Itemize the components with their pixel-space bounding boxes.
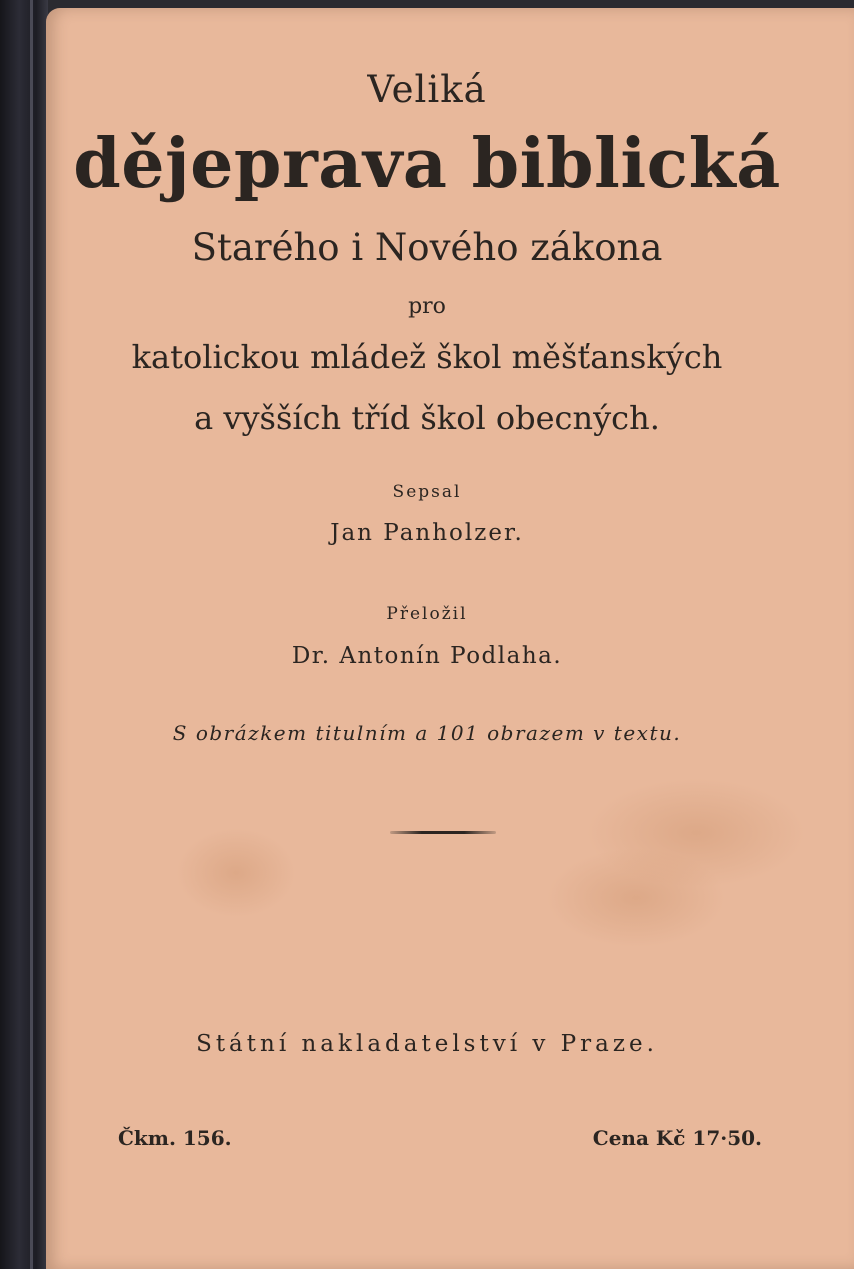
catalog-code: Čkm. 156.	[118, 1126, 232, 1150]
author-label: Sepsal	[392, 482, 462, 502]
price: Cena Kč 17·50.	[592, 1126, 762, 1150]
publisher: Státní nakladatelství v Praze.	[196, 1031, 658, 1057]
title-main: dějeprava biblická	[73, 124, 781, 204]
translator-label: Přeložil	[386, 604, 468, 624]
audience-line-1: katolickou mládež škol měšťanských	[131, 338, 723, 376]
illustrations-note: S obrázkem titulním a 101 obrazem v textu.	[172, 721, 682, 745]
author-name: Jan Panholzer.	[330, 520, 524, 546]
stain-mark	[546, 848, 726, 948]
title-sub: Starého i Nového zákona	[191, 226, 663, 269]
stain-mark	[176, 828, 296, 918]
for-label: pro	[408, 294, 446, 319]
title-top: Veliká	[367, 68, 487, 111]
translator-name: Dr. Antonín Podlaha.	[291, 643, 563, 669]
decorative-rule	[390, 831, 496, 834]
audience-line-2: a vyšších tříd škol obecných.	[194, 399, 660, 437]
